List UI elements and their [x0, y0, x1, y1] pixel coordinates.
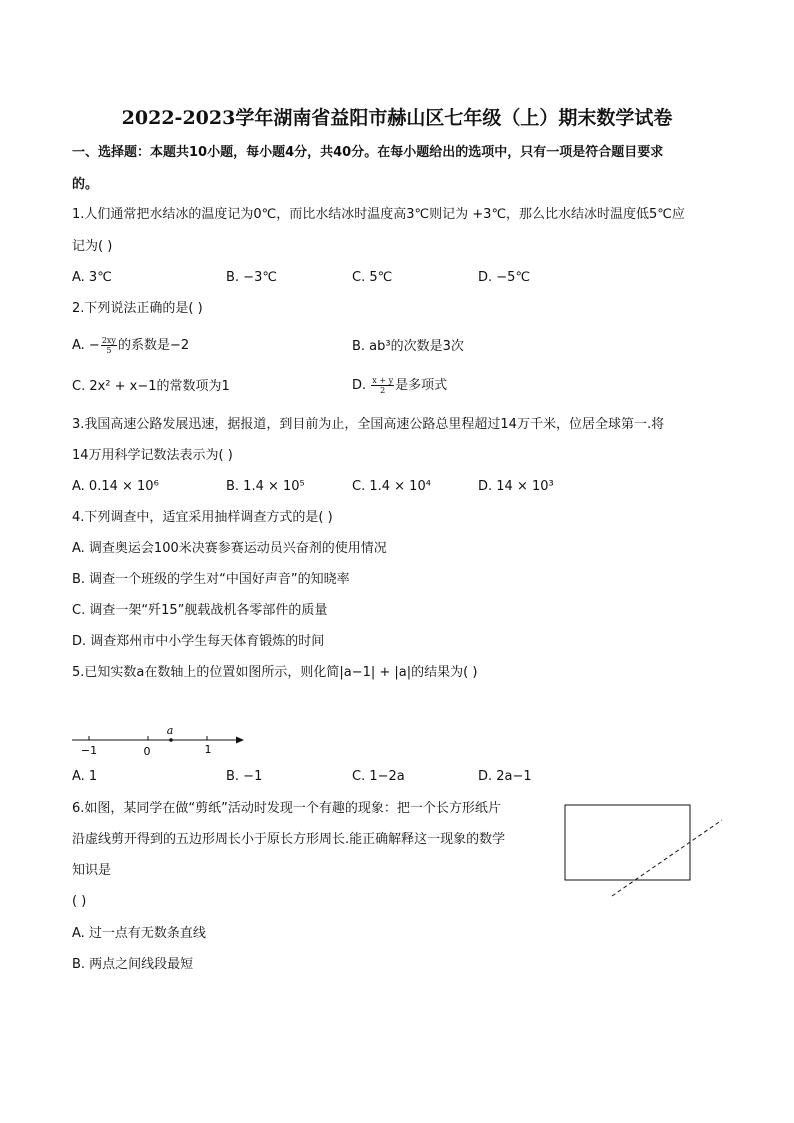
q6-option-b: B. 两点之间线段最短 [72, 957, 194, 972]
rectangle-cut-figure [560, 800, 730, 900]
q6-stem-line3: 知识是 [72, 863, 112, 878]
q6-stem-line1: 6.如图，某同学在做“剪纸”活动时发现一个有趣的现象：把一个长方形纸片 [72, 801, 501, 816]
q5-stem: 5.已知实数a在数轴上的位置如图所示，则化简|a−1| + |a|的结果为( ) [72, 665, 478, 680]
q6-stem-line4: ( ) [72, 894, 87, 909]
q2-option-a-numerator: 2xy [101, 336, 116, 345]
q2-option-a-denominator: 5 [106, 346, 112, 355]
paper-rectangle [565, 805, 690, 880]
q2-option-a-suffix: 的系数是−2 [117, 338, 190, 353]
q2-option-b: B. ab³的次数是3次 [352, 339, 464, 354]
q1-option-b: B. −3℃ [226, 270, 277, 285]
q3-stem-line2: 14万用科学记数法表示为( ) [72, 448, 233, 463]
point-a-dot [169, 738, 173, 742]
q5-option-d: D. 2a−1 [478, 769, 532, 784]
q5-option-c: C. 1−2a [352, 769, 405, 784]
point-a-label: a [166, 724, 174, 737]
number-line-arrowhead [236, 737, 244, 744]
q2-option-d-numerator: x + y [372, 376, 394, 385]
q1-stem-line2: 记为( ) [72, 239, 113, 254]
q1-option-c: C. 5℃ [352, 270, 393, 285]
q2-option-d [352, 376, 447, 395]
section-heading-line1: 一、选择题：本题共10小题，每小题4分，共40分。在每小题给出的选项中，只有一项是符合题目要求 [72, 145, 664, 160]
q5-option-b: B. −1 [226, 769, 263, 784]
q3-option-c: C. 1.4 × 10⁴ [352, 479, 431, 494]
q4-option-b: B. 调查一个班级的学生对“中国好声音”的知晓率 [72, 572, 350, 587]
q2-option-d-fraction [371, 376, 394, 395]
q6-option-a: A. 过一点有无数条直线 [72, 926, 206, 941]
q3-stem-line1: 3.我国高速公路发展迅速，据报道，到目前为止，全国高速公路总里程超过14万千米，位居全球第一.将 [72, 417, 665, 432]
label-zero: 0 [143, 745, 151, 758]
q3-option-b: B. 1.4 × 10⁵ [226, 479, 305, 494]
q2-stem: 2.下列说法正确的是( ) [72, 301, 203, 316]
q1-option-a: A. 3℃ [72, 270, 112, 285]
label-minus-one: −1 [80, 744, 98, 757]
q1-option-d: D. −5℃ [478, 270, 531, 285]
q5-option-a: A. 1 [72, 769, 98, 784]
q2-option-a-fraction [101, 336, 117, 355]
q4-stem: 4.下列调查中，适宜采用抽样调查方式的是( ) [72, 510, 333, 525]
q2-option-a [72, 336, 189, 355]
q3-option-a: A. 0.14 × 10⁶ [72, 479, 159, 494]
q6-stem-line2: 沿虚线剪开得到的五边形周长小于原长方形周长.能正确解释这一现象的数学 [72, 832, 506, 847]
q2-option-d-denominator: 2 [380, 386, 386, 395]
label-one: 1 [204, 743, 212, 756]
q2-option-c: C. 2x² + x−1的常数项为1 [72, 379, 230, 394]
q2-option-d-prefix: D. [352, 378, 371, 393]
page-title: 2022-2023学年湖南省益阳市赫山区七年级（上）期末数学试卷 [121, 107, 673, 129]
q2-option-d-suffix: 是多项式 [395, 378, 448, 393]
cut-dashed-line [612, 820, 722, 896]
section-heading-line2: 的。 [72, 177, 99, 192]
number-line-figure [66, 718, 256, 760]
q4-option-c: C. 调查一架“歼15”舰载战机各零部件的质量 [72, 603, 328, 618]
q4-option-d: D. 调查郑州市中小学生每天体育锻炼的时间 [72, 634, 325, 649]
q1-stem-line1: 1.人们通常把水结冰的温度记为0℃，而比水结冰时温度高3℃则记为 +3℃，那么比水结冰时温度低5℃应 [72, 207, 685, 222]
q4-option-a: A. 调查奥运会100米决赛参赛运动员兴奋剂的使用情况 [72, 541, 387, 556]
q2-option-a-prefix: A. − [72, 338, 100, 353]
q3-option-d: D. 14 × 10³ [478, 479, 554, 494]
